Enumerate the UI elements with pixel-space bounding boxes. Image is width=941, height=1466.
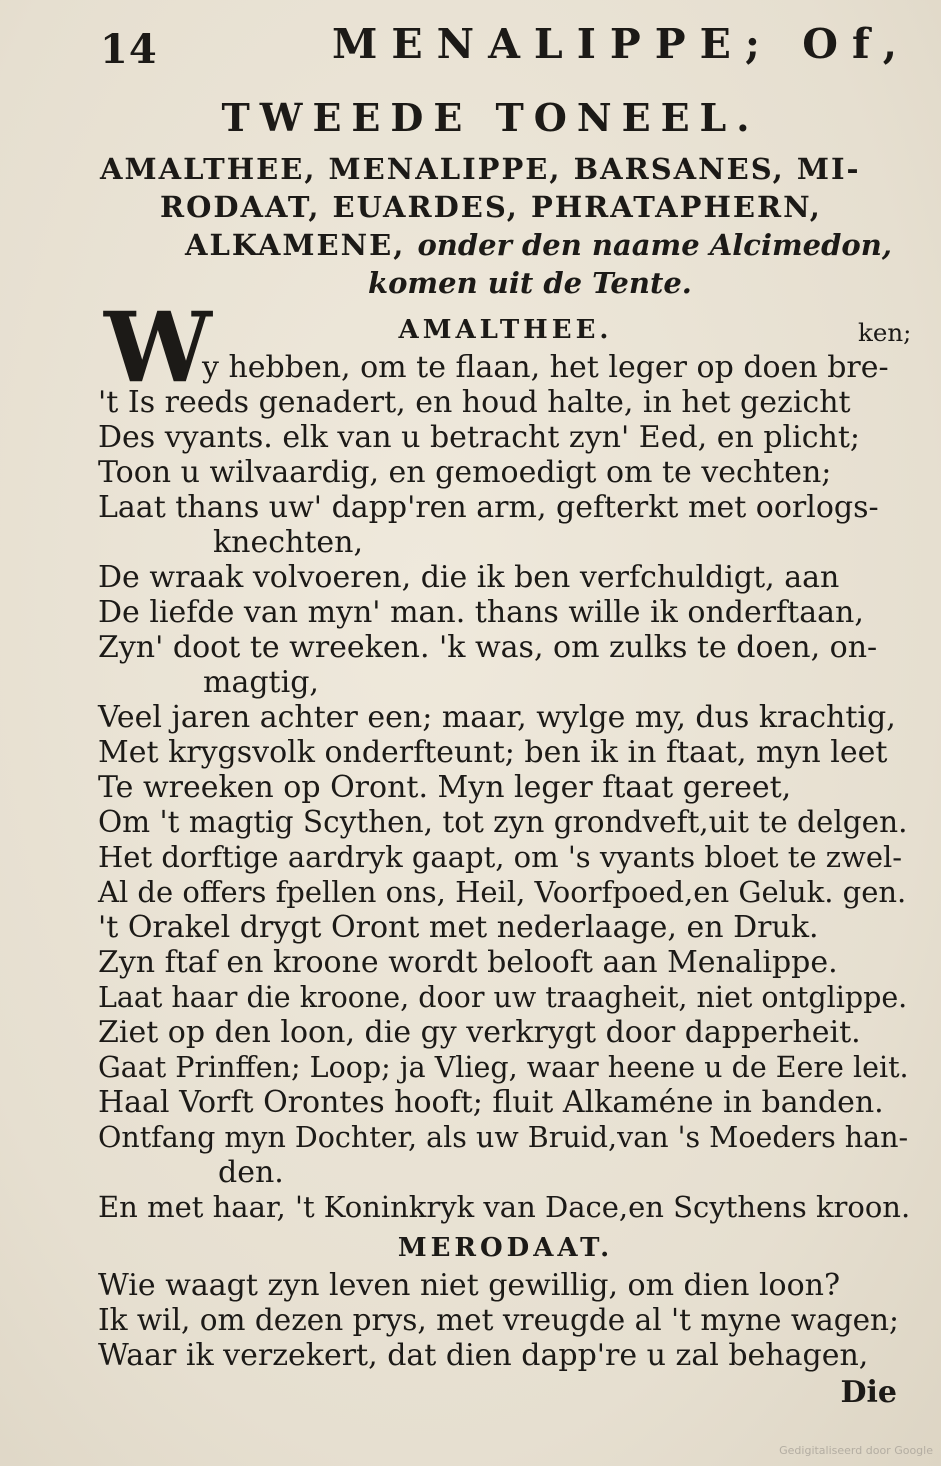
verse-line: Veel jaren achter een; maar, wylge my, dus krachtig, xyxy=(98,700,896,735)
verse-line: Laat thans uw' dapp'ren arm, gefterkt met oorlogs- xyxy=(98,490,879,525)
verse-line: y hebben, om te flaan, het leger op doen bre- xyxy=(202,350,889,385)
verse-line: Waar ik verzekert, dat dien dapp're u zal behagen, xyxy=(98,1338,869,1373)
page-number: 14 xyxy=(100,26,158,73)
verse-line: Des vyants. elk van u betracht zyn' Eed, en plicht; xyxy=(98,420,861,455)
verse-line: En met haar, 't Koninkryk van Dace,en Scythens kroon. xyxy=(98,1190,911,1224)
verse-line: den. xyxy=(218,1155,284,1190)
verse-line: Laat haar die kroone, door uw traagheit, niet ontglippe. xyxy=(98,981,908,1014)
speaker-name: AMALTHEE. xyxy=(398,315,613,345)
verse-line: De liefde van myn' man. thans wille ik onderftaan, xyxy=(98,595,864,630)
scene-title: TWEEDE TONEEL. xyxy=(221,95,760,140)
running-title: MENALIPPE; Of, xyxy=(332,20,911,68)
verse-line: Haal Vorft Orontes hooft; fluit Alkaméne in banden. xyxy=(98,1085,884,1120)
verse-line: Zyn' doot te wreeken. 'k was, om zulks te doen, on- xyxy=(98,630,878,665)
cast-list xyxy=(100,150,910,302)
cast-line: AMALTHEE, MENALIPPE, BARSANES, MI- xyxy=(100,152,861,186)
drop-cap: W xyxy=(104,291,212,404)
verse-line: Het dorftige aardryk gaapt, om 's vyants bloet te zwel- xyxy=(98,840,903,874)
verse-line: magtig, xyxy=(203,665,319,700)
verse-line: Om 't magtig Scythen, tot zyn grondveft,uit te delgen. xyxy=(98,805,908,839)
verse-line: Ontfang myn Dochter, als uw Bruid,van 's Moeders han- xyxy=(98,1121,909,1154)
verse-line: Zyn ftaf en kroone wordt belooft aan Menalippe. xyxy=(98,945,838,980)
verse-line: Wie waagt zyn leven niet gewillig, om dien loon? xyxy=(98,1268,841,1303)
verse-line: Te wreeken op Oront. Myn leger ftaat gereet, xyxy=(98,770,792,805)
verse-line: Met krygsvolk onderfteunt; ben ik in ftaat, myn leet xyxy=(98,735,888,770)
verse-line: Gaat Prinffen; Loop; ja Vlieg, waar heene u de Eere leit. xyxy=(98,1051,909,1084)
cast-line: RODAAT, EUARDES, PHRATAPHERN, xyxy=(160,190,822,224)
verse-line: Toon u wilvaardig, en gemoedigt om te vechten; xyxy=(98,455,832,490)
speaker-name: MERODAAT. xyxy=(397,1233,614,1263)
verse-line: 't Orakel drygt Oront met nederlaage, en Druk. xyxy=(98,910,819,945)
cast-line: komen uit de Tente. xyxy=(368,266,692,300)
catchword: Die xyxy=(840,1375,897,1410)
verse-line: 't Is reeds genadert, en houd halte, in het gezicht xyxy=(98,385,851,420)
verse-line: Al de offers fpellen ons, Heil, Voorfpoed,en Geluk. gen. xyxy=(98,875,907,909)
cast-name: ALKAMENE, xyxy=(185,228,406,262)
verse-line: De wraak volvoeren, die ik ben verfchuldigt, aan xyxy=(98,560,840,595)
verse-line: Ziet op den loon, die gy verkrygt door dapperheit. xyxy=(98,1015,861,1050)
digitization-watermark: Gedigitaliseerd door Google xyxy=(779,1444,933,1457)
verse-line: Ik wil, om dezen prys, met vreugde al 't myne wagen; xyxy=(98,1303,899,1337)
page-header xyxy=(100,14,910,74)
verse-overflow: ken; xyxy=(858,318,912,347)
verse-line: knechten, xyxy=(213,525,364,560)
cast-alias: onder den naame Alcimedon, xyxy=(417,228,892,262)
cast-line xyxy=(100,226,910,264)
